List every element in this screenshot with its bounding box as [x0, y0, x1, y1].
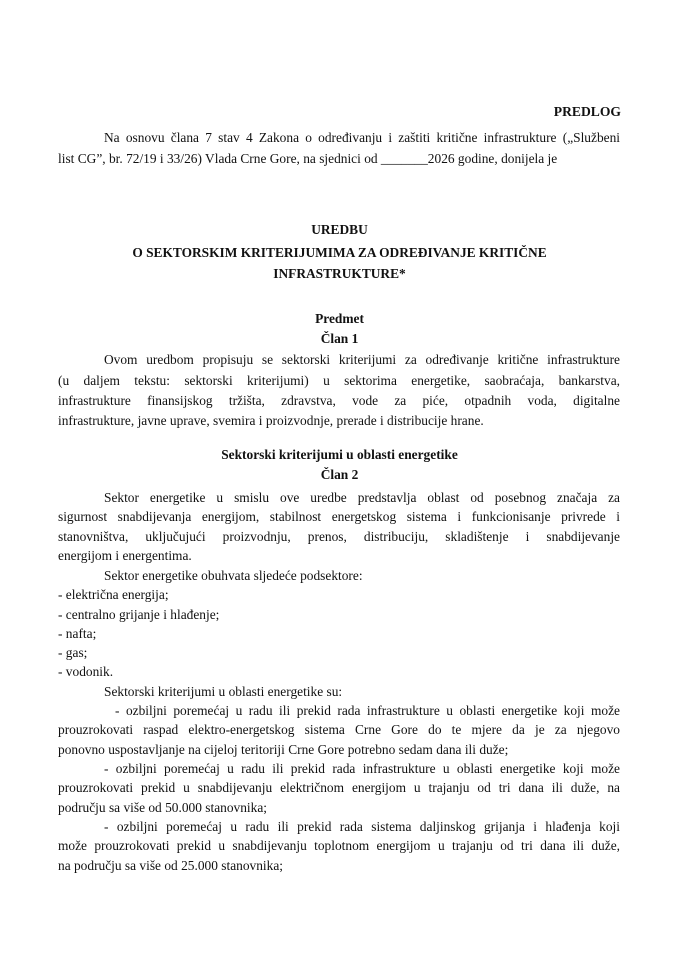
criterion-line: može prouzrokovati prekid u snabdijevanju toplotnom energijom u trajanju od tri dana ili duže,	[58, 838, 620, 853]
subsector-item: - električna energija;	[58, 587, 169, 602]
subsector-item: - gas;	[58, 645, 88, 660]
preamble-line: list CG”, br. 72/19 i 33/26) Vlada Crne Gore, na sjednici od _______2026 godine, donijela je	[58, 151, 558, 166]
article-number: Član 2	[320, 467, 359, 482]
preamble-line: Na osnovu člana 7 stav 4 Zakona o određivanju i zaštiti kritične infrastrukture („Službeni	[104, 130, 620, 145]
criterion-line: - ozbiljni poremećaj u radu ili prekid rada sistema daljinskog grijanja i hlađenja koji	[104, 819, 620, 834]
article-line: stanovništva, uključujući proizvodnju, prenos, distribuciju, skladištenje i snabdijevanje	[58, 529, 620, 544]
subsector-item: - centralno grijanje i hlađenje;	[58, 607, 220, 622]
criterion-line: na području sa više od 25.000 stanovnika;	[58, 858, 283, 873]
proposal-label: PREDLOG	[553, 104, 621, 119]
article-line: energijom i energentima.	[58, 548, 192, 563]
criterion-line: prouzrokovati raspad elektro-energetskog sistema Crne Gore do te mjere da je za njegovo	[58, 722, 620, 737]
subsector-item: - nafta;	[58, 626, 97, 641]
article-number: Član 1	[320, 331, 359, 346]
article-line: infrastrukture finansijskog tržišta, zdravstva, vode za piće, otpadnih voda, digitalne	[58, 393, 620, 408]
article-line: Ovom uredbom propisuju se sektorski kriterijumi za određivanje kritične infrastrukture	[104, 352, 620, 367]
article-line: (u daljem tekstu: sektorski kriterijumi) u sektorima energetike, saobraćaja, bankarstva,	[58, 373, 620, 388]
criterion-line: prouzrokovati prekid u snabdijevanju električnom energijom u trajanju od tri dana ili duže, na	[58, 780, 620, 795]
article-line: infrastrukture, javne uprave, svemira i proizvodnje, prerade i distribucije hrane.	[58, 413, 484, 428]
document-title-line: INFRASTRUKTURE*	[273, 266, 406, 281]
document-title-line: UREDBU	[311, 222, 368, 237]
section-heading: Sektorski kriterijumi u oblasti energetike	[221, 447, 458, 462]
criteria-intro: Sektorski kriterijumi u oblasti energetike su:	[104, 684, 343, 699]
criterion-line: području sa više od 50.000 stanovnika;	[58, 800, 268, 815]
criterion-line: - ozbiljni poremećaj u radu ili prekid rada infrastrukture u oblasti energetike koji može	[104, 761, 620, 776]
article-line: sigurnost snabdijevanja energijom, stabilnost energetskog sistema i funkcionisanje privrede i	[58, 509, 620, 524]
subsectors-intro: Sektor energetike obuhvata sljedeće podsektore:	[104, 568, 363, 583]
criterion-line: ponovno uspostavljanje na cijeloj teritoriji Crne Gore potrebno sedam dana ili duže;	[58, 742, 509, 757]
article-line: Sektor energetike u smislu ove uredbe predstavlja oblast od posebnog značaja za	[104, 490, 620, 505]
section-heading: Predmet	[315, 311, 364, 326]
criterion-line: - ozbiljni poremećaj u radu ili prekid rada infrastrukture u oblasti energetike koji može	[115, 703, 620, 718]
subsector-item: - vodonik.	[58, 664, 114, 679]
document-title-line: O SEKTORSKIM KRITERIJUMIMA ZA ODREĐIVANJE KRITIČNE	[132, 245, 547, 260]
